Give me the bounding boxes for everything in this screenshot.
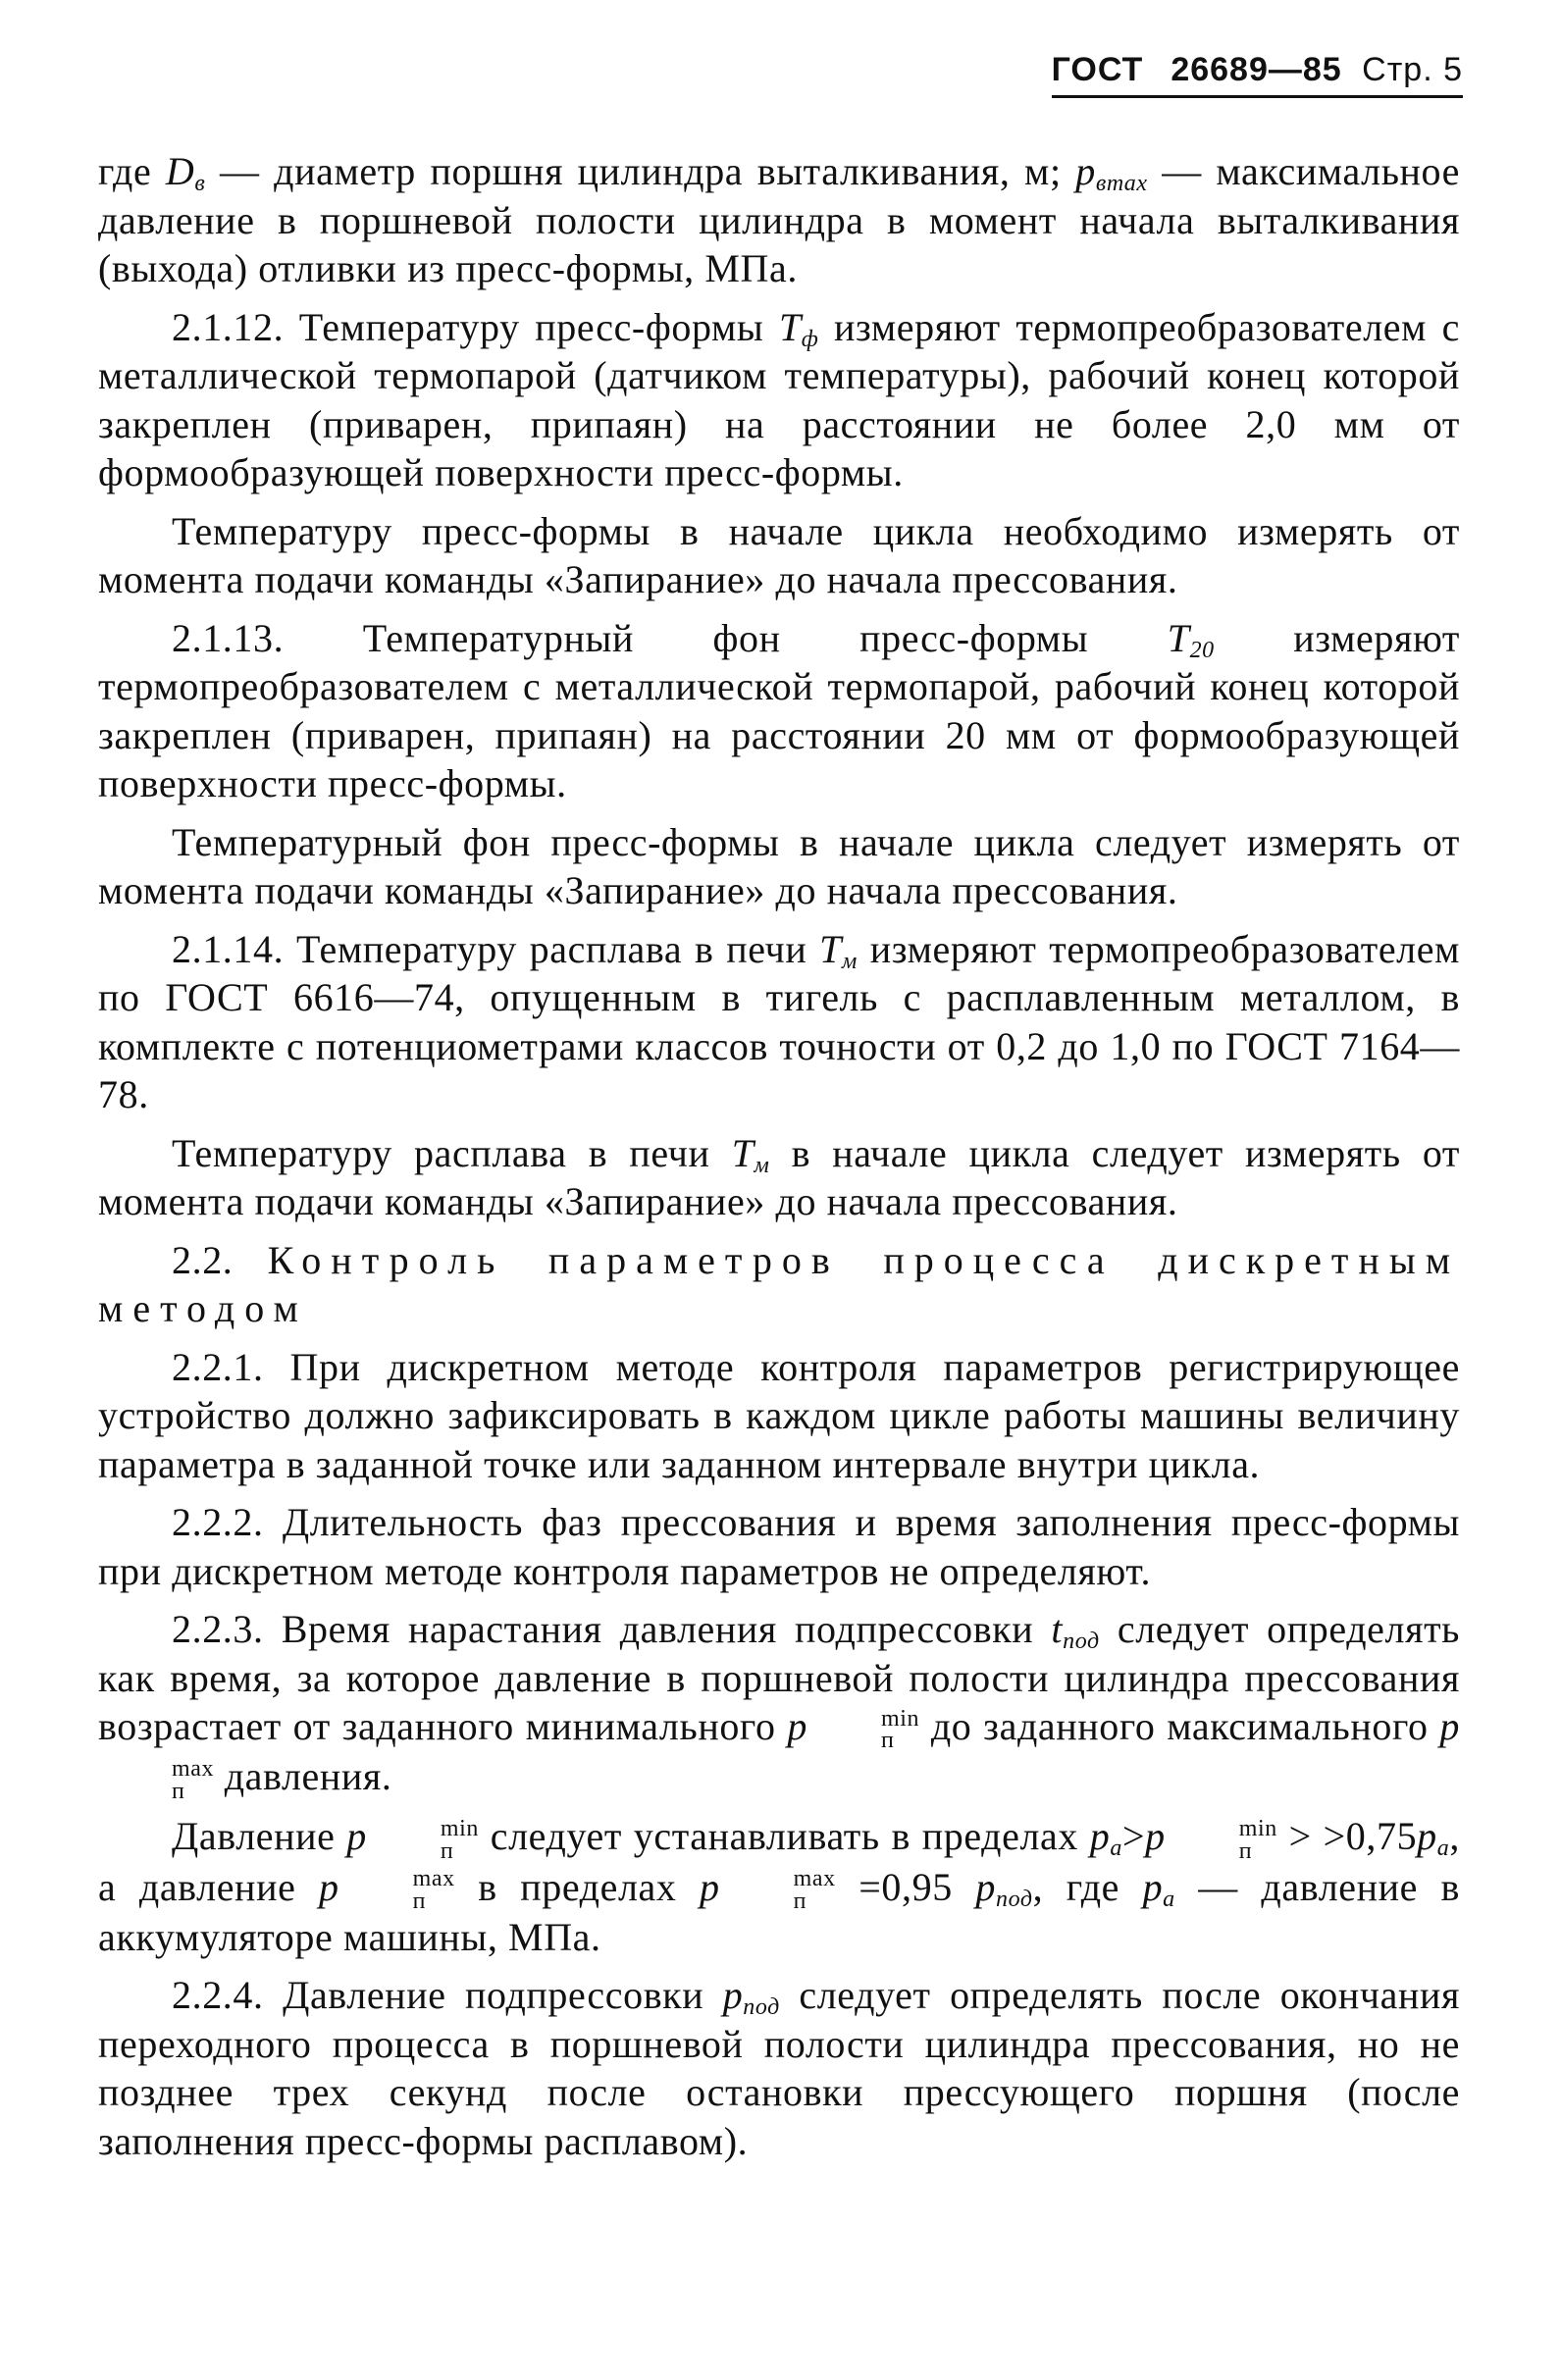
section-title: Контроль параметров процесса дискретным методом [98, 1237, 1460, 1330]
paragraph-2-1-14: 2.1.14. Температуру расплава в печи $T_м$ измеряют термопреобразователем по ГОСТ 6616—74, опущенным в тигель с расплавленным металлом, в комплекте с потенциометрами классов точности от 0,2 до 1,0 по ГОСТ 7164—78. [98, 926, 1460, 1116]
symbol-d-v: $D_в$ [165, 149, 206, 196]
header-standard: ГОСТ [1051, 51, 1144, 88]
symbol-t-20: $T_{20}$ [1167, 615, 1215, 663]
symbol-p-p-max: p max п [172, 1704, 1460, 1804]
symbol-t-f: $T_ф$ [778, 304, 819, 352]
symbol-p-pod: $p_{под}$ [722, 1973, 780, 2021]
symbol-p-p-min: p min п [1145, 1814, 1277, 1864]
symbol-p-a: $p_а$ [1417, 1814, 1450, 1862]
paragraph-2-2-1: 2.2.1. При дискретном методе контроля параметров регистрирующее устройство должно зафиксировать в каждом цикле работы машины величину параметра в заданной точке или заданном интервале внутри цикла. [98, 1344, 1460, 1486]
symbol-p-p-max: p max п [318, 1864, 455, 1914]
symbol-p-a: $p_а$ [1142, 1864, 1175, 1912]
paragraph-2-2-3-pressure: Давление p min п следует устанавливать в пределах $p_а>p$ min п > $>0,75p_а$, а давление p max п в пределах p max п =0,95 $p_{под}$, где $p_а$ — давление в аккумуляторе машины, МПа. [98, 1814, 1460, 1959]
paragraph-2-2-4: 2.2.4. Давление подпрессовки $p_{под}$ следует определять после окончания переходного процесса в поршневой полости цилиндра прессования, но не позднее трех секунд после остановки прессующего поршня (после заполнения пресс-формы расплавом). [98, 1973, 1460, 2163]
paragraph-2-1-12: 2.1.12. Температуру пресс-формы $T_ф$ измеряют термопреобразователем с металлической термопарой (датчиком температуры), рабочий конец которой закреплен (приварен, припаян) на расстоянии не более 2,0 мм от формообразующей поверхности пресс-формы. [98, 304, 1461, 494]
paragraph-2-1-12-note: Температуру пресс-формы в начале цикла необходимо измерять от момента подачи команды «Запирание» до начала прессования. [98, 508, 1460, 601]
symbol-p-a: $p_а$ [1089, 1814, 1122, 1862]
section-heading-2-2: 2.2. Контроль параметров процесса дискретным методом [98, 1237, 1460, 1330]
paragraph-2-1-13-note: Температурный фон пресс-формы в начале цикла следует измерять от момента подачи команды «Запирание» до начала прессования. [98, 819, 1460, 912]
symbol-p-pod: $p_{под}$ [975, 1864, 1033, 1912]
header-page-number: Стр. 5 [1362, 51, 1463, 88]
header-standard-number: 26689—85 [1171, 51, 1342, 88]
document-body [98, 147, 1460, 2175]
symbol-t-m: $T_м$ [819, 926, 858, 974]
symbol-t-m: $T_м$ [731, 1130, 770, 1178]
symbol-t-pod: $t_{под}$ [1051, 1607, 1100, 1654]
symbol-p-p-max: p max п [700, 1864, 836, 1914]
symbol-p-vmax: $p_{вmax}$ [1075, 149, 1148, 196]
symbol-p-p-min: p min п [787, 1704, 920, 1754]
paragraph-definitions: где $D_в$ — диаметр поршня цилиндра выталкивания, м; $p_{вmax}$ — максимальное давление в поршневой полости цилиндра в момент начала выталкивания (выхода) отливки из пресс-формы, МПа. [98, 149, 1460, 290]
paragraph-2-1-13: 2.1.13. Температурный фон пресс-формы $T_{20}$ измеряют термопреобразователем с металлической термопарой, рабочий конец которой закреплен (приварен, припаян) на расстоянии 20 мм от формообразующей поверхности пресс-формы. [98, 615, 1461, 805]
paragraph-2-2-3: 2.2.3. Время нарастания давления подпрессовки $t_{под}$ следует определять как время, за которое давление в поршневой полости цилиндра прессования возрастает от заданного минимального p min п до заданного максимального p max п давления. [98, 1607, 1460, 1804]
paragraph-2-1-14-note: Температуру расплава в печи $T_м$ в начале цикла следует измерять от момента подачи команды «Запирание» до начала прессования. [98, 1130, 1461, 1223]
symbol-p-p-min: p min п [346, 1814, 479, 1864]
page-header [1052, 51, 1463, 98]
paragraph-2-2-2: 2.2.2. Длительность фаз прессования и время заполнения пресс-формы при дискретном методе контроля параметров не определяют. [98, 1500, 1460, 1593]
